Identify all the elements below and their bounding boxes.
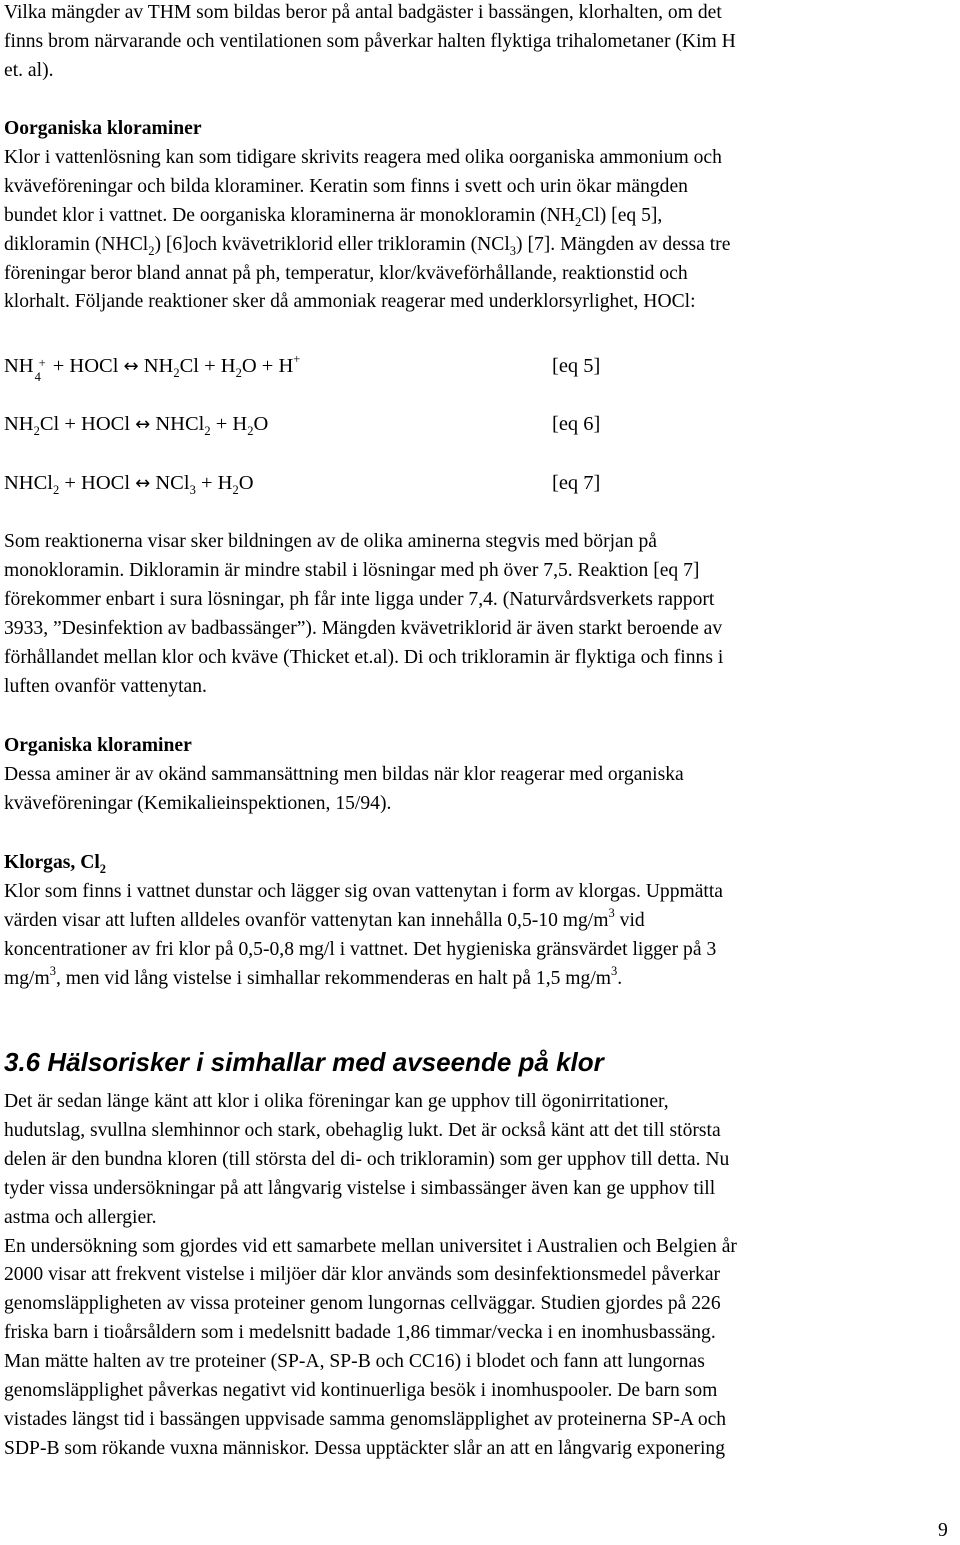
text-line: Som reaktionerna visar sker bildningen av de olika aminerna stegvis med början på — [4, 531, 657, 552]
formula-part: O + H — [241, 355, 294, 377]
oorganiska-section — [4, 115, 730, 317]
text-line: Dessa aminer är av okänd sammansättning men bildas när klor reagerar med organiska — [4, 763, 684, 785]
subscript: 2 — [247, 424, 254, 438]
double-arrow-icon: ↔ — [135, 414, 151, 435]
text-line: Klor i vattenlösning kan som tidigare skrivits reagera med olika oorganiska ammonium och — [4, 146, 722, 168]
superscript: 3 — [608, 905, 615, 920]
subscript: 2 — [52, 483, 60, 497]
text-line — [4, 231, 730, 260]
text-line: monokloramin. Dikloramin är mindre stabil i lösningar med ph över 7,5. Reaktion [eq 7] — [4, 559, 700, 581]
text-line — [4, 202, 730, 231]
klorgas-section — [4, 849, 723, 994]
section-heading: Oorganiska kloraminer — [4, 118, 202, 139]
double-arrow-icon: ↔ — [123, 356, 139, 377]
text-run: värden visar att luften alldeles ovanför vattenytan kan innehålla 0,5-10 mg/m — [4, 909, 609, 931]
equation-formula: NH 4 + + HOCl ↔ $NH_2Cl + H_2O + H^+$ — [4, 352, 301, 384]
text-line: 3933, ”Desinfektion av badbassänger”). Mängden kvävetriklorid är även starkt beroende av — [4, 617, 723, 639]
text-line: Man mätte halten av tre proteiner (SP-A, SP-B och CC16) i blodet och fann att lungornas — [4, 1351, 705, 1373]
double-arrow-icon: ↔ — [135, 473, 151, 494]
formula-part: NHCl — [4, 472, 53, 494]
formula-part: + HOCl — [59, 472, 136, 494]
text-run: , men vid lång vistelse i simhallar rekommenderas en halt på 1,5 mg/m — [55, 967, 612, 989]
section-heading: Organiska kloraminer — [4, 735, 192, 756]
section-heading — [4, 849, 723, 878]
text-line: genomsläpplighet påverkas negativt vid kontinuerliga besök i inomhuspooler. De barn som — [4, 1380, 718, 1402]
text-line: genomsläppligheten av vissa proteiner genom lungornas cellväggar. Studien gjordes på 226 — [4, 1293, 721, 1315]
text-line: klorhalt. Följande reaktioner sker då ammoniak reagerar med underklorsyrlighet, HOCl: — [4, 291, 696, 313]
formula-part: NHCl — [155, 413, 205, 435]
text-line — [4, 965, 723, 994]
subscript: 2 — [232, 483, 239, 497]
text-line: et. al). — [4, 59, 54, 81]
text-run: bundet klor i vattnet. De oorganiska kloraminerna är monokloramin (NH — [4, 204, 575, 226]
text-line: tyder vissa undersökningar på att långvarig vistelse i simbassänger även kan ge upphov till — [4, 1177, 716, 1199]
text-line: vistades längst tid i bassängen uppvisade samma genomsläpplighet av proteinerna SP-A och — [4, 1408, 727, 1430]
text-line: En undersökning som gjordes vid ett samarbete mellan universitet i Australien och Belgien år — [4, 1235, 737, 1257]
subscript: 2 — [204, 424, 211, 438]
text-line: finns brom närvarande och ventilationen som påverkar halten flyktiga trihalometaner (Kim H — [4, 30, 736, 52]
superscript: + — [293, 352, 301, 366]
formula-part: O — [238, 472, 254, 494]
equation-7 — [4, 469, 704, 499]
section-3-6-heading: 3.6 Hälsorisker i simhallar med avseende på klor — [4, 1047, 604, 1077]
text-run: vid — [614, 909, 645, 931]
text-line: förekommer enbart i sura lösningar, ph får inte ligga under 7,4. (Naturvårdsverkets rapport — [4, 588, 715, 610]
organiska-section — [4, 732, 684, 819]
formula-part: + HOCl — [47, 355, 124, 377]
formula-part: NH — [4, 413, 34, 435]
formula-part: NCl — [155, 472, 190, 494]
text-line: Det är sedan länge känt att klor i olika föreningar kan ge upphov till ögonirritationer, — [4, 1091, 669, 1112]
text-run: mg/m — [4, 967, 50, 989]
intro-paragraph — [4, 0, 736, 86]
subscript: 2 — [99, 862, 107, 876]
subscript: 3 — [189, 483, 196, 497]
formula-part: Cl — [39, 413, 60, 435]
equation-formula — [4, 469, 254, 499]
subscript: 2 — [574, 214, 582, 229]
text-line: SDP-B som rökande vuxna människor. Dessa upptäckter slår an att en långvarig exponering — [4, 1437, 725, 1459]
text-line — [4, 907, 723, 936]
text-line: luften ovanför vattenytan. — [4, 675, 207, 697]
text-line: förhållandet mellan klor och kväve (Thicket et.al). Di och trikloramin är flyktiga och finns i — [4, 646, 724, 668]
text-run: ) [6]och kvävetriklorid eller trikloramin (NCl — [154, 233, 510, 255]
formula-part: O — [253, 413, 269, 435]
text-run: Cl) [eq 5], — [581, 204, 663, 226]
equation-6 — [4, 410, 704, 440]
formula-part: + H — [195, 472, 233, 494]
section-3-6-body — [4, 1088, 737, 1464]
text-run: . — [617, 967, 623, 989]
subscript: 2 — [33, 424, 40, 438]
superscript: 3 — [611, 963, 618, 978]
equation-formula — [4, 410, 268, 440]
reaktion-paragraph — [4, 528, 723, 701]
text-line: koncentrationer av fri klor på 0,5-0,8 mg/l i vattnet. Det hygieniska gränsvärdet ligger på 3 — [4, 938, 717, 960]
text-run: dikloramin (NHCl — [4, 233, 149, 255]
subscript: 2 — [148, 243, 155, 258]
formula-part: Cl + H — [179, 355, 236, 377]
equation-label: [eq 5] — [552, 355, 601, 377]
subscript: 3 — [509, 243, 517, 258]
text-line: hudutslag, svullna slemhinnor och stark, obehaglig lukt. Det är också känt att det till största — [4, 1119, 721, 1141]
text-line: astma och allergier. — [4, 1206, 157, 1228]
equation-5 — [4, 352, 704, 382]
superscript: 3 — [49, 963, 56, 978]
text-line: friska barn i tioårsåldern som i medelsnitt badade 1,86 timmar/vecka i en inomhusbassäng. — [4, 1322, 716, 1344]
text-line: kväveföreningar och bilda kloraminer. Keratin som finns i svett och urin ökar mängden — [4, 175, 688, 197]
subscript: 2 — [173, 366, 180, 380]
text-line: föreningar beror bland annat på ph, temperatur, klor/kväveförhållande, reaktionstid och — [4, 262, 688, 284]
text-run: ) [7]. Mängden av dessa tre — [516, 233, 731, 255]
formula-part: + HOCl — [59, 413, 136, 435]
formula-part: + H — [210, 413, 248, 435]
formula-part: NH — [4, 355, 34, 377]
text-line: delen är den bundna kloren (till största del di- och trikloramin) som ger upphov till detta. Nu — [4, 1148, 730, 1170]
heading-text: Klorgas, Cl — [4, 852, 100, 873]
formula-part: NH — [143, 355, 174, 377]
text-line: kväveföreningar (Kemikalieinspektionen, 15/94). — [4, 792, 392, 814]
page-number: 9 — [938, 1520, 948, 1541]
text-line: Vilka mängder av THM som bildas beror på antal badgäster i bassängen, klorhalten, om det — [4, 2, 722, 23]
text-line: 2000 visar att frekvent vistelse i miljöer där klor används som desinfektionsmedel påverkar — [4, 1264, 721, 1286]
text-line: Klor som finns i vattnet dunstar och lägger sig ovan vattenytan i form av klorgas. Uppmätta — [4, 880, 724, 902]
equation-label: [eq 7] — [552, 472, 601, 494]
equation-label: [eq 6] — [552, 413, 601, 435]
subscript: 2 — [235, 366, 242, 380]
